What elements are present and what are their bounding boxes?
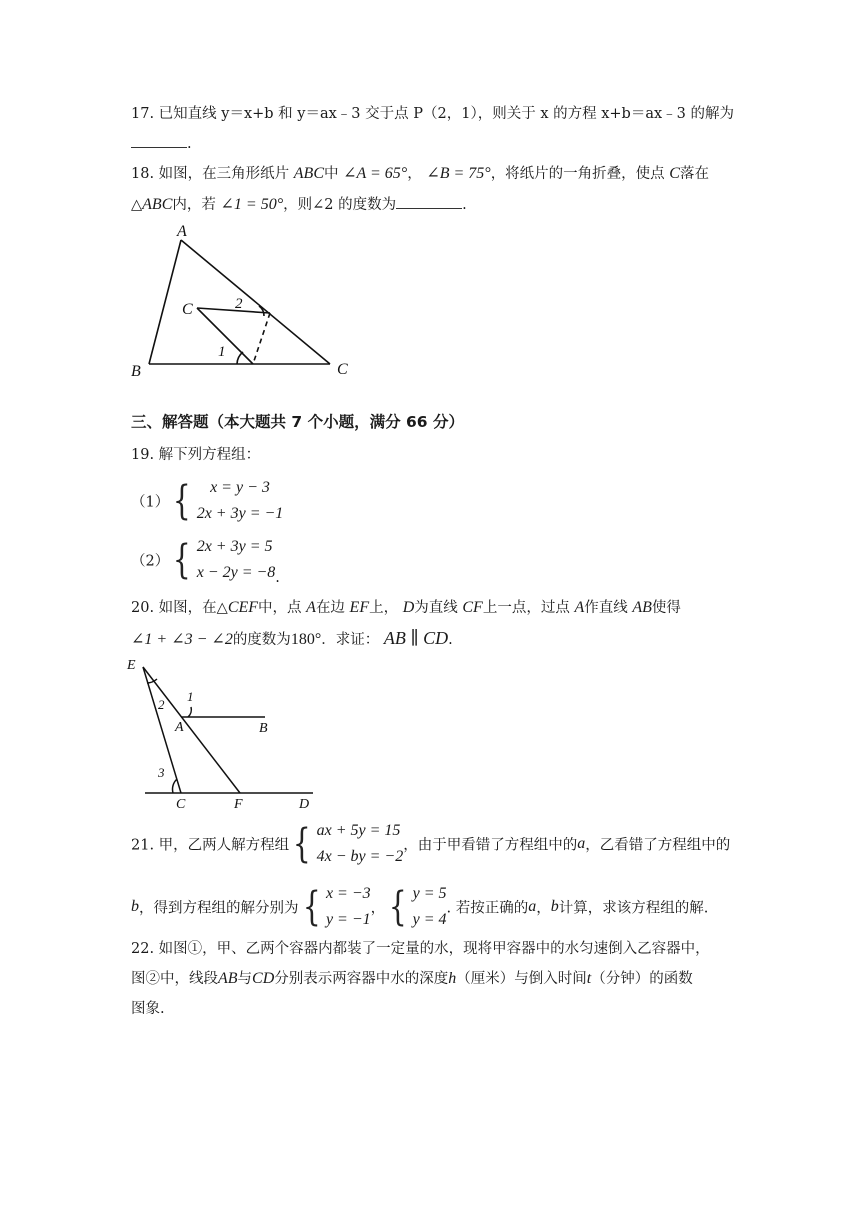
- q18-side-ac: [181, 240, 330, 364]
- q20-label-d: D: [299, 797, 310, 810]
- q18-angle-1-arc: [237, 352, 243, 364]
- q18-fold-crease: [253, 313, 270, 364]
- q20-label-angle-1: 1: [187, 689, 194, 704]
- q17-line2: .: [131, 133, 192, 155]
- q19-part2: （2） { 2x + 3y = 5 x − 2y = −8 .: [131, 534, 280, 586]
- q21-line1: 21. 甲，乙两人解方程组 { ax + 5y = 15 4x − by = −2 ，由于甲看错了方程组中的a，乙看错了方程组中的: [131, 818, 730, 870]
- q20-label-angle-2: 2: [158, 697, 165, 712]
- q18-answer-blank[interactable]: [396, 194, 462, 209]
- q18-label-c-original: C: [337, 361, 348, 378]
- q18-label-c-folded: C: [182, 301, 193, 318]
- q18-side-ab: [149, 240, 181, 364]
- q20-label-f: F: [234, 797, 243, 810]
- q21-line2: b，得到方程组的解分别为 { x = −3 y = −1 ， { y = 5 y = 4 . 若按正确的a，b计算，求该方程组的解.: [131, 881, 708, 933]
- q18-label-angle-1: 1: [218, 344, 226, 360]
- q22-line2: 图②中，线段AB与CD分别表示两容器中水的深度h（厘米）与倒入时间t（分钟）的函数: [131, 970, 693, 987]
- section-3-heading: 三、解答题（本大题共 7 个小题，满分 66 分）: [131, 413, 464, 431]
- q22-line1: 22. 如图①，甲、乙两个容器内都装了一定量的水，现将甲容器中的水匀速倒入乙容器中，: [131, 941, 710, 957]
- brace-icon: {: [173, 537, 191, 583]
- q20-line2: ∠1 + ∠3 − ∠2的度数为180°．求证： AB ∥ CD.: [131, 628, 453, 648]
- q20-label-b: B: [259, 721, 268, 736]
- q21-solution-1: { x = −3 y = −1: [302, 884, 371, 930]
- brace-icon: {: [302, 884, 321, 930]
- brace-icon: {: [173, 478, 191, 524]
- q19-part1: （1） { x = y − 3 2x + 3y = −1: [131, 475, 283, 527]
- q19-system-1: { x = y − 3 2x + 3y = −1: [173, 478, 284, 524]
- q17-answer-blank[interactable]: [131, 133, 187, 148]
- q18-fold-upper: [197, 308, 270, 313]
- q18-line2: △ABC内，若 ∠1 = 50°，则∠2 的度数为 .: [131, 196, 467, 213]
- q20-label-angle-3: 3: [158, 765, 165, 780]
- q18-label-a: A: [177, 223, 187, 240]
- q21-system: { ax + 5y = 15 4x − by = −2: [292, 821, 404, 867]
- q20-angle-1-arc: [188, 707, 191, 717]
- q18-label-b: B: [131, 363, 141, 380]
- brace-icon: {: [292, 821, 311, 867]
- q20-line1: 20. 如图，在△CEF中，点 A在边 EF上， D为直线 CF上一点，过点 A作直线 AB使得: [131, 599, 681, 616]
- q21-solution-2: { y = 5 y = 4: [388, 884, 447, 930]
- brace-icon: {: [388, 884, 407, 930]
- q19-intro: 19. 解下列方程组：: [131, 447, 261, 463]
- q20-label-a: A: [175, 720, 184, 735]
- q18-line1: 18. 如图，在三角形纸片 ABC中 ∠A = 65°， ∠B = 75°，将纸片的一角折叠，使点 C落在: [131, 165, 709, 182]
- q20-figure: [125, 655, 325, 810]
- q17-line1: 17. 已知直线 y＝x+b 和 y＝ax﹣3 交于点 P（2，1），则关于 x 的方程 x+b＝ax﹣3 的解为: [131, 106, 734, 122]
- q20-label-e: E: [127, 658, 136, 673]
- q22-line3: 图象.: [131, 1001, 165, 1017]
- q20-angle-3-arc: [172, 779, 177, 793]
- q19-system-2: { 2x + 3y = 5 x − 2y = −8: [173, 537, 276, 583]
- q18-label-angle-2: 2: [235, 296, 243, 312]
- q20-label-c: C: [176, 797, 186, 810]
- q18-triangle-figure: [125, 218, 365, 383]
